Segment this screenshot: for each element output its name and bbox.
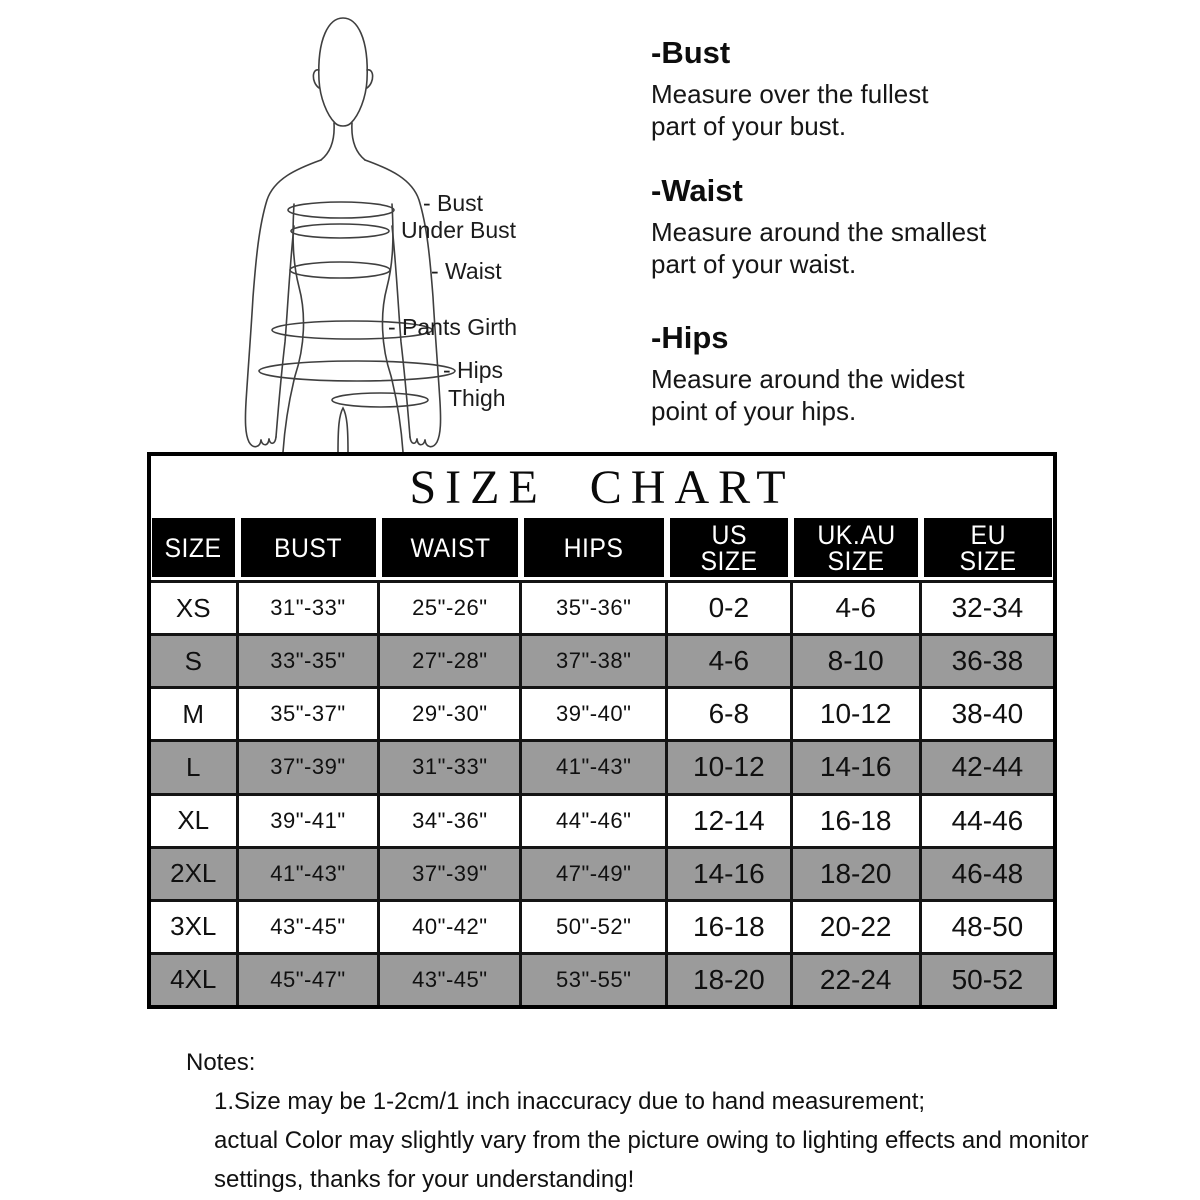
figure-label-under-bust: Under Bust [401,217,517,243]
cell-waist-m: 29"-30" [380,689,519,739]
guide-waist-title: -Waist [651,173,743,208]
cell-us-3xl: 16-18 [668,902,789,952]
cell-bust-m: 35"-37" [239,689,378,739]
figure-label-pants-girth: - Pants Girth [388,314,518,340]
guide-hips [651,320,965,427]
cell-bust-4xl: 45"-47" [239,955,378,1005]
cell-us-4xl: 18-20 [668,955,789,1005]
cell-size-m: M [151,689,236,739]
cell-eu-m: 38-40 [922,689,1053,739]
guide-bust [651,35,928,142]
column-header-eu-line1: EU [970,519,1006,550]
figure-label-thigh: Thigh [448,385,506,411]
cell-waist-2xl: 37"-39" [380,849,519,899]
cell-bust-2xl: 41"-43" [239,849,378,899]
column-header-ukau-line2: SIZE [827,545,885,576]
cell-eu-2xl: 46-48 [922,849,1053,899]
cell-hips-2xl: 47"-49" [522,849,665,899]
cell-waist-xs: 25"-26" [380,583,519,633]
cell-waist-xl: 34"-36" [380,796,519,846]
notes-heading: Notes: [186,1049,256,1076]
cell-hips-3xl: 50"-52" [522,902,665,952]
column-header-size [152,518,235,577]
cell-size-xl: XL [151,796,236,846]
notes-line-1: 1.Size may be 1-2cm/1 inch inaccuracy due to hand measurement; [214,1088,926,1115]
column-header-eu-size [924,518,1052,577]
cell-eu-s: 36-38 [922,636,1053,686]
cell-bust-xl: 39"-41" [239,796,378,846]
guide-waist-text-line2: part of your waist. [651,249,857,279]
size-chart-body [151,580,1053,1005]
column-header-ukau-line1: UK.AU [816,519,896,550]
cell-ukau-l: 14-16 [793,742,919,792]
cell-hips-m: 39"-40" [522,689,665,739]
thigh-line [332,393,428,407]
cell-size-3xl: 3XL [151,902,236,952]
cell-us-xl: 12-14 [668,796,789,846]
cell-us-m: 6-8 [668,689,789,739]
cell-bust-xs: 31"-33" [239,583,378,633]
guide-waist-text-line1: Measure around the smallest [651,217,987,247]
notes-line-2: actual Color may slightly vary from the picture owing to lighting effects and monitor [214,1127,1089,1154]
column-header-bust [241,518,377,577]
guide-hips-text-line2: point of your hips. [651,396,857,426]
under-bust-line [291,224,389,238]
cell-us-l: 10-12 [668,742,789,792]
cell-waist-4xl: 43"-45" [380,955,519,1005]
column-header-waist [382,518,518,577]
cell-size-4xl: 4XL [151,955,236,1005]
cell-bust-s: 33"-35" [239,636,378,686]
cell-eu-l: 42-44 [922,742,1053,792]
cell-ukau-xl: 16-18 [793,796,919,846]
cell-size-s: S [151,636,236,686]
cell-ukau-2xl: 18-20 [793,849,919,899]
bust-line [288,202,394,218]
cell-ukau-3xl: 20-22 [793,902,919,952]
cell-ukau-s: 8-10 [793,636,919,686]
cell-bust-l: 37"-39" [239,742,378,792]
cell-eu-xl: 44-46 [922,796,1053,846]
guide-waist [651,173,986,280]
figure-label-hips: - Hips [443,357,504,383]
waist-line [290,262,390,278]
column-header-us-line1: US [711,519,747,550]
column-header-us-line2: SIZE [700,545,758,576]
cell-hips-4xl: 53"-55" [522,955,665,1005]
column-header-size-line1: SIZE [164,532,222,563]
guide-bust-text-line1: Measure over the fullest [651,79,929,109]
column-header-eu-line2: SIZE [959,545,1017,576]
cell-waist-s: 27"-28" [380,636,519,686]
cell-ukau-m: 10-12 [793,689,919,739]
guide-hips-title: -Hips [651,320,729,355]
column-header-bust-line1: BUST [274,532,343,563]
hips-line [259,361,455,381]
figure-label-waist: - Waist [431,258,502,284]
notes-line-3: settings, thanks for your understanding! [214,1166,635,1193]
column-header-hips-line1: HIPS [564,532,624,563]
column-header-ukau-size [794,518,917,577]
cell-hips-xl: 44"-46" [522,796,665,846]
cell-eu-3xl: 48-50 [922,902,1053,952]
cell-size-xs: XS [151,583,236,633]
cell-eu-xs: 32-34 [922,583,1053,633]
column-header-waist-line1: WAIST [410,532,491,563]
cell-us-2xl: 14-16 [668,849,789,899]
size-chart-title: SIZE CHART [409,460,795,514]
guide-hips-text-line1: Measure around the widest [651,364,965,394]
cell-size-2xl: 2XL [151,849,236,899]
guide-bust-title: -Bust [651,35,731,70]
cell-waist-l: 31"-33" [380,742,519,792]
cell-bust-3xl: 43"-45" [239,902,378,952]
guide-bust-text-line2: part of your bust. [651,111,847,141]
measuring-guide [651,30,1091,440]
column-header-hips [524,518,664,577]
cell-hips-s: 37"-38" [522,636,665,686]
notes-section [186,1049,1116,1194]
cell-hips-l: 41"-43" [522,742,665,792]
cell-us-xs: 0-2 [668,583,789,633]
size-chart-table [147,452,1057,1009]
figure-label-bust: - Bust [423,190,484,216]
cell-eu-4xl: 50-52 [922,955,1053,1005]
cell-us-s: 4-6 [668,636,789,686]
cell-ukau-xs: 4-6 [793,583,919,633]
size-chart-header-row [151,518,1053,577]
body-measurement-diagram [222,4,567,452]
cell-waist-3xl: 40"-42" [380,902,519,952]
cell-size-l: L [151,742,236,792]
cell-ukau-4xl: 22-24 [793,955,919,1005]
column-header-us-size [670,518,789,577]
cell-hips-xs: 35"-36" [522,583,665,633]
